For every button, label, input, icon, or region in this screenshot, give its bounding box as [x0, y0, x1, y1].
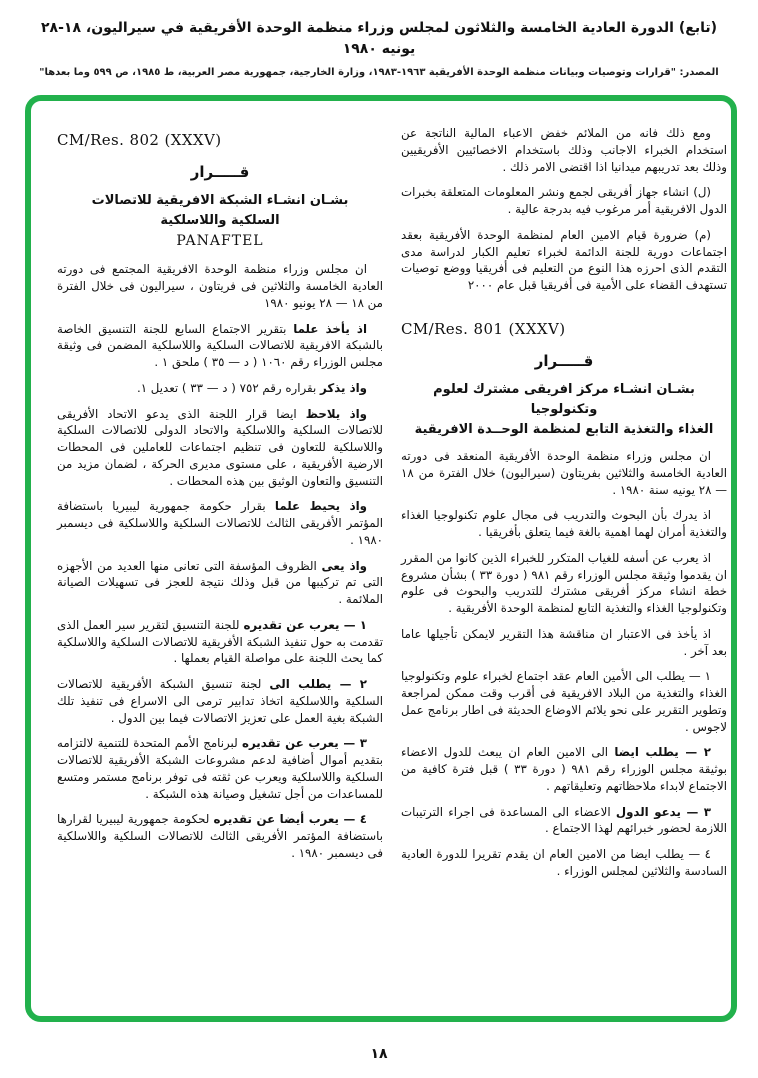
- paragraph: [401, 507, 727, 541]
- paragraph: [57, 380, 383, 397]
- numbered-item-4: [401, 846, 727, 880]
- paragraph-lead: ٢ — يطلب الى: [269, 677, 367, 692]
- paragraph: [401, 448, 727, 498]
- paragraph-text: ١ — يطلب الى الأمين العام عقد اجتماع لخبراء علوم وتكنولوجيا الغذاء والتغذية من البلاد الافريقية فى أقرب وقت ممكن لمراجعة وتطوير التقرير على نحو يلائم الاوضاع الحديثة فى اطار برنامج عمل لاجوس .: [401, 669, 727, 734]
- lettered-item-meem: [401, 227, 727, 294]
- column-right-res-801: [401, 125, 727, 1006]
- paragraph: [57, 321, 383, 371]
- resolution-number-801: CM/Res. 801 (XXXV): [401, 319, 566, 338]
- numbered-item-2: [57, 676, 383, 726]
- paragraph-text: لجنة تنسيق الشبكة الأفريقية للاتصالات السلكية واللاسلكية اتخاذ تدابير ترمى الى الاسراع فى تنفيذ تلك الشبكة بغية العمل على تعزيز الاتصالات فيما بين الدول .: [57, 677, 383, 725]
- paragraph: [57, 406, 383, 490]
- numbered-item-1: [401, 668, 727, 735]
- paragraph: [57, 261, 383, 311]
- paragraph-text: ان مجلس وزراء منظمة الوحدة الافريقية المجتمع فى دورته العادية الخامسة والثلاثين فى فريتاون ، سيراليون فى خلال الفترة من ١٨ — ٢٨ يونيو ١٩٨٠: [57, 262, 383, 310]
- paragraph-text: بقراره رقم ٧٥٢ ( د — ٣٣ ) تعديل ١.: [136, 380, 321, 395]
- paragraph-text: ان مجلس وزراء منظمة الوحدة الأفريقية المنعقد فى دورته العادية الخامسة والثلاثين بفريتاون (سيراليون) خلال الفترة من ١٨ — ٢٨ يونيه سنة ١٩٨٠ .: [401, 449, 727, 497]
- numbered-item-3: [57, 735, 383, 802]
- paragraph-text: ايضا قرار اللجنة الذى يدعو الاتحاد الأفريقى للاتصالات السلكية واللاسلكية والاتحاد الدولى للاتصالات السلكية واللاسلكية للتعاون فى تنظيم اجتماعات للعاملين فى المحطات الارضية الأفريقية ، على مستوى مديرى الحركة ، لضمان مزيد من التنسيق والتعاون الوثيق بين هذه المحطات .: [57, 406, 383, 488]
- numbered-item-4: [57, 811, 383, 861]
- paragraph-lead: واذ يلاحظ: [305, 406, 367, 421]
- paragraph-lead: واذ يعى: [321, 558, 368, 573]
- paragraph-lead: ٣ — يعرب عن تقديره: [241, 736, 367, 751]
- two-column-layout: [31, 101, 731, 1016]
- paragraph-text: اذ يدرك بأن البحوث والتدريب فى مجال علوم تكنولوجيا الغذاء والتغذية أمران لهما اهمية بالغة فيما يتعلق بأفريقيا .: [401, 508, 727, 540]
- paragraph-lead: واذ يذكر: [320, 380, 367, 395]
- paragraph-text: ٤ — يطلب ايضا من الامين العام ان يقدم تقريرا للدورة العادية السادسة والثلاثين لمجلس الوزراء .: [401, 847, 727, 878]
- paragraph: [401, 626, 727, 660]
- paragraph-text: ومع ذلك فانه من الملائم خفض الاعباء المالية الناتجة عن استخدام الخبراء الاجانب وذلك باستخدام الاخصائيين الأفريقيين وذلك بعد تدريبهم ميدانيا اذا اقتضى الامر ذلك .: [401, 126, 727, 174]
- numbered-item-3: [401, 804, 727, 838]
- paragraph-lead: ٤ — يعرب أيضا عن تقديره: [213, 812, 367, 827]
- paragraph: [57, 558, 383, 608]
- spacer: [401, 440, 727, 448]
- column-left-res-802: [57, 125, 383, 1006]
- paragraph-lead: ٣ — يدعو الدول: [615, 804, 711, 819]
- paragraph-lead: واذ يحيط علما: [274, 499, 367, 514]
- paragraph-text: بتقرير الاجتماع السابع للجنة التنسيق الخاصة بالشبكة الافريقية للاتصالات السلكية واللاسلكية المضمن فى وثيقة مجلس الوزراء رقم ١٠٦٠ ( د — ٣٥ ) ملحق ١ .: [57, 321, 383, 370]
- page-number: ١٨: [370, 1046, 388, 1062]
- content-frame: [25, 95, 737, 1022]
- paragraph-text: الى الامين العام ان يبعث للدول الاعضاء بوثيقة مجلس الوزراء رقم ٩٨١ ( دورة ٣٣ ) قبل فترة كافية من الاجتماع لابداء ملاحظاتهم وتعليقاتهم .: [401, 745, 727, 793]
- resolution-802-title: قـــــرار: [190, 163, 250, 181]
- numbered-item-2: [401, 744, 727, 794]
- paragraph-text: للجنة التنسيق لتقرير سير العمل الذى تقدمت به حول تنفيذ الشبكة الأفريقية للاتصالات السلكية واللاسلكية كما يحث اللجنة على مواصلة القيام بعملها .: [57, 617, 383, 666]
- paragraph-lead: اذ يأخذ علما: [293, 321, 368, 336]
- paragraph: [57, 498, 383, 548]
- numbered-item-1: [57, 617, 383, 667]
- resolution-801-subtitle-line2: الغذاء والتغذية التابع لمنظمة الوحــدة الافريقية: [414, 422, 714, 438]
- paragraph-text: اذ يأخذ فى الاعتبار ان مناقشة هذا التقرير لايمكن تأجيلها عاما بعد آخر .: [401, 626, 727, 658]
- paragraph: [401, 550, 727, 617]
- paragraph-text: (ل) انشاء جهاز أفريقى لجمع ونشر المعلومات المتعلقة بخبرات الدول الافريقية أمر مرغوب فيه بدرجة عالية .: [401, 185, 727, 216]
- resolution-802-subtitle-latin: PANAFTEL: [176, 233, 264, 250]
- header-source-line: المصدر: "قرارات وتوصيات وبيانات منظمة الوحدة الأفريقية ١٩٦٣-١٩٨٣، وزارة الخارجية، جمهورية مصر العربية، ط ١٩٨٥، ص ٥٩٩ وما بعدها": [39, 67, 719, 78]
- page-header: [30, 18, 728, 80]
- paragraph: [401, 125, 727, 175]
- resolution-802-subtitle-line1: بشـان انشـاء الشبكة الافريقية للاتصالات: [91, 193, 349, 208]
- paragraph-text: لبرنامج الأمم المتحدة للتنمية لالتزامه بتقديم أموال أضافية لدعم مشروعات الشبكة الأفريقية للاتصالات السلكية واللاسلكية ويعرب عن ثقته فى توفر برنامج مستمر ومتسع للمساعدات من أجل تشغيل وصيانة هذه الشبكة .: [57, 736, 383, 801]
- paragraph-lead: ١ — يعرب عن تقديره: [243, 617, 367, 632]
- lettered-item-lam: [401, 184, 727, 218]
- resolution-802-subtitle-line2: السلكية واللاسلكية: [160, 213, 280, 229]
- paragraph-text: اذ يعرب عن أسفه للغياب المتكرر للخبراء الذين كانوا من المقرر ان يقدموا وثيقة مجلس الوزراء رقم ٩٨١ ( دورة ٣٣ ) بشأن مشروع خطة انشاء مركز أفريقى مشترك للتدريب والبحوث فى علوم وتكنولوجيا الغذاء والتغذية التابع لمنظمة الوحدة الأفريقية .: [401, 550, 727, 616]
- paragraph-lead: ٢ — يطلب ايضا: [614, 745, 711, 760]
- resolution-801-subtitle-line1: بشـان انشـاء مركز افريقى مشترك لعلوم وتكنولوجيا: [433, 381, 695, 417]
- paragraph-text: لحكومة جمهورية ليبيريا لقرارها باستضافة المؤتمر الأفريقى الثالث للاتصالات السلكية واللاسلكية فى ديسمبر ١٩٨٠ .: [57, 812, 383, 860]
- paragraph-text: (م) ضرورة قيام الامين العام لمنظمة الوحدة الأفريقية بعقد اجتماعات دورية للجنة الدائمة لخبراء تعليم الكبار لدراسة مدى التقدم الذى احرزه هذا النوع من التعليم فى أفريقيا ووضع توصيات تستهدف القضاء على الأمية فى أفريقيا قبل عام ٢٠٠٠: [401, 227, 727, 292]
- paragraph-text: بقرار حكومة جمهورية ليبيريا باستضافة المؤتمر الأفريقى الثالث للاتصالات السلكية واللاسلكية فى ديسمبر ١٩٨٠ .: [57, 499, 383, 547]
- header-session-line: (تابع) الدورة العادية الخامسة والثلاثون لمجلس وزراء منظمة الوحدة الأفريقية في سيراليون، ١٨-٢٨ يونيه ١٩٨٠: [41, 20, 717, 57]
- paragraph-text: الظروف المؤسفة التى تعانى منها العديد من الأجهزه التى تم تركيبها من قبل وذلك نتيجة للعجز فى تسهيلات الصيانة الملائمة .: [57, 558, 383, 607]
- resolution-number-802: CM/Res. 802 (XXXV): [57, 131, 222, 149]
- paragraph-text: الاعضاء الى المساعدة فى اجراء الترتيبات اللازمة لحضور خبرائهم لهذا الاجتماع .: [401, 804, 727, 836]
- resolution-801-title: قـــــرار: [534, 351, 594, 370]
